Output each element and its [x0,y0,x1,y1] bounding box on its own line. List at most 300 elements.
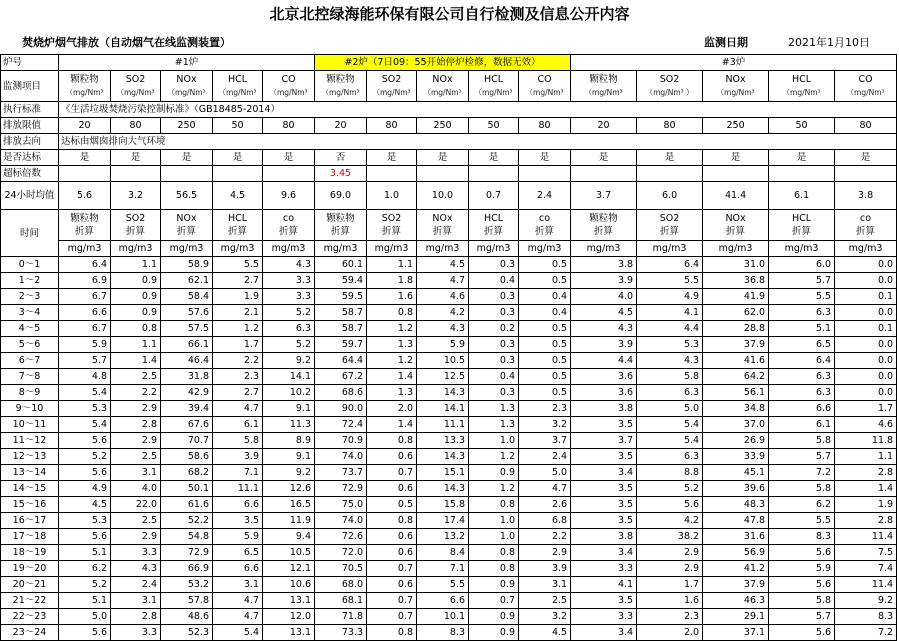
value-cell: 9.1 [263,449,315,465]
value-cell: 5.6 [59,625,111,641]
value-cell: 2.6 [519,497,571,513]
pollutant-header-f3-0 [571,71,637,102]
value-cell: 5.4 [637,433,703,449]
value-cell: 3.4 [571,625,637,641]
subtitle: 焚烧炉烟气排放（自动烟气在线监测装置） [22,36,231,49]
value-cell: 3.3 [571,561,637,577]
value-cell: 5.6 [769,545,835,561]
value-cell: 1.6 [637,593,703,609]
hourly-col-header [161,210,213,241]
value-cell: 10.6 [263,577,315,593]
table-row [1,289,897,305]
value-cell: 5.2 [263,337,315,353]
value-cell: 0.3 [469,353,519,369]
exceed-empty [367,166,417,182]
value-cell: 31.6 [703,529,769,545]
exceed-empty [469,166,519,182]
value-cell: 5.5 [213,257,263,273]
value-cell: 3.5 [571,481,637,497]
limit-value: 80 [835,118,897,134]
pollutant-unit: （mg/Nm³ [716,88,755,97]
value-cell: 6.3 [637,449,703,465]
average-value: 0.7 [469,182,519,210]
value-cell: 42.9 [161,385,213,401]
limit-row [1,118,897,134]
pollutant-header-f2-1 [367,71,417,102]
compliance-value: 是 [571,150,637,166]
value-cell: 4.7 [213,401,263,417]
value-cell: 4.7 [417,273,469,289]
value-cell: 3.5 [571,497,637,513]
value-cell: 5.0 [59,609,111,625]
hourly-col-name: co [282,213,295,224]
limit-value: 50 [769,118,835,134]
items-label: 监测项目 [1,71,59,102]
value-cell: 5.3 [59,401,111,417]
pollutant-unit: （mg/Nm³ [846,88,885,97]
destination-row [1,134,897,150]
value-cell: 2.5 [111,513,161,529]
value-cell: 4.6 [417,289,469,305]
value-cell: 1.0 [469,513,519,529]
value-cell: 5.6 [59,465,111,481]
value-cell: 1.4 [835,481,897,497]
hourly-col-conv: 折算 [535,226,555,237]
value-cell: 0.9 [111,273,161,289]
value-cell: 13.1 [263,593,315,609]
value-cell: 1.4 [367,417,417,433]
exceed-value: 3.45 [315,166,367,182]
pollutant-name: CO [858,74,873,85]
value-cell: 1.1 [367,257,417,273]
value-cell: 0.9 [111,305,161,321]
value-cell: 8.3 [417,625,469,641]
value-cell: 8.3 [769,529,835,545]
hourly-col-name: co [539,213,551,224]
pollutant-unit: （mg/Nm³ [423,88,462,97]
exceed-label: 超标倍数 [1,166,59,182]
value-cell: 2.0 [367,401,417,417]
pollutant-name: HCL [483,74,504,85]
value-cell: 3.6 [571,369,637,385]
value-cell: 5.2 [59,449,111,465]
value-cell: 3.5 [571,417,637,433]
value-cell: 2.9 [111,433,161,449]
value-cell: 60.1 [315,257,367,273]
value-cell: 37.1 [703,625,769,641]
exceed-empty [637,166,703,182]
value-cell: 67.6 [161,417,213,433]
value-cell: 0.3 [469,305,519,321]
value-cell: 5.5 [417,577,469,593]
limit-value: 250 [161,118,213,134]
hourly-col-name: SO2 [659,213,680,224]
value-cell: 5.2 [263,305,315,321]
value-cell: 59.4 [315,273,367,289]
value-cell: 11.8 [835,433,897,449]
hourly-col-conv: 折算 [381,226,401,237]
average-value: 41.4 [703,182,769,210]
value-cell: 14.1 [263,369,315,385]
value-cell: 2.9 [637,545,703,561]
limit-value: 80 [637,118,703,134]
value-cell: 4.3 [111,561,161,577]
value-cell: 1.2 [367,353,417,369]
table-row [1,305,897,321]
pollutant-unit: （mg/Nm³ [584,88,623,97]
average-value: 9.6 [263,182,315,210]
value-cell: 2.3 [213,369,263,385]
hourly-col-name: 颗粒物 [589,213,618,224]
pollutant-unit: （mg/Nm³ [372,88,411,97]
time-cell: 8～9 [1,385,59,401]
value-cell: 0.0 [835,353,897,369]
hourly-col-unit: mg/m3 [213,241,263,257]
value-cell: 2.5 [111,369,161,385]
limit-value: 250 [703,118,769,134]
value-cell: 5.6 [59,433,111,449]
compliance-row [1,150,897,166]
pollutant-unit: （mg/Nm³ [116,88,155,97]
value-cell: 48.6 [161,609,213,625]
value-cell: 10.5 [417,353,469,369]
hourly-col-unit: mg/m3 [315,241,367,257]
table-row [1,401,897,417]
exceed-empty [161,166,213,182]
hourly-col-header [637,210,703,241]
value-cell: 2.5 [519,593,571,609]
value-cell: 1.2 [469,481,519,497]
value-cell: 0.7 [367,609,417,625]
value-cell: 5.8 [769,433,835,449]
value-cell: 7.4 [835,561,897,577]
value-cell: 1.1 [835,449,897,465]
value-cell: 0.9 [469,465,519,481]
compliance-value: 是 [367,150,417,166]
value-cell: 5.2 [637,481,703,497]
value-cell: 3.1 [213,577,263,593]
compliance-value: 否 [315,150,367,166]
hourly-col-unit: mg/m3 [571,241,637,257]
value-cell: 1.7 [637,577,703,593]
hourly-col-name: HCL [227,213,248,224]
items-row [1,71,897,102]
value-cell: 3.7 [519,433,571,449]
hourly-col-name: SO2 [125,213,146,224]
value-cell: 0.4 [469,273,519,289]
value-cell: 5.7 [769,273,835,289]
value-cell: 3.9 [519,561,571,577]
hourly-col-conv: 折算 [74,226,94,237]
value-cell: 3.4 [571,465,637,481]
limit-value: 50 [213,118,263,134]
value-cell: 6.9 [59,273,111,289]
value-cell: 15.8 [417,497,469,513]
value-cell: 4.0 [111,481,161,497]
value-cell: 11.1 [213,481,263,497]
value-cell: 2.9 [519,545,571,561]
value-cell: 0.9 [469,577,519,593]
average-value: 2.4 [519,182,571,210]
value-cell: 9.2 [263,353,315,369]
value-cell: 3.5 [213,513,263,529]
hourly-col-header [417,210,469,241]
value-cell: 12.5 [417,369,469,385]
limit-value: 80 [111,118,161,134]
value-cell: 9.1 [263,401,315,417]
pollutant-unit: （mg/Nm³ ） [645,88,694,97]
compliant-label: 是否达标 [1,150,59,166]
hourly-col-header [111,210,161,241]
standard-row [1,102,897,118]
value-cell: 5.5 [637,273,703,289]
value-cell: 2.0 [637,625,703,641]
value-cell: 68.2 [161,465,213,481]
time-cell: 17～18 [1,529,59,545]
value-cell: 7.1 [213,465,263,481]
value-cell: 4.2 [417,305,469,321]
hourly-col-conv: 折算 [660,226,680,237]
value-cell: 0.9 [111,289,161,305]
value-cell: 6.0 [769,257,835,273]
value-cell: 6.6 [213,561,263,577]
value-cell: 74.0 [315,513,367,529]
time-cell: 11～12 [1,433,59,449]
value-cell: 7.2 [835,625,897,641]
value-cell: 3.2 [519,417,571,433]
value-cell: 11.4 [835,577,897,593]
average-value: 3.8 [835,182,897,210]
value-cell: 0.9 [469,609,519,625]
hourly-col-name: HCL [792,213,812,224]
hourly-col-header [769,210,835,241]
hourly-col-unit: mg/m3 [769,241,835,257]
value-cell: 47.8 [703,513,769,529]
furnace-no-label: 炉号 [1,55,59,71]
value-cell: 6.8 [519,513,571,529]
value-cell: 5.9 [769,561,835,577]
time-cell: 1～2 [1,273,59,289]
hourly-col-unit: mg/m3 [161,241,213,257]
time-cell: 9～10 [1,401,59,417]
value-cell: 50.1 [161,481,213,497]
avg24-label: 24小时均值 [1,182,59,210]
value-cell: 2.7 [213,273,263,289]
value-cell: 1.2 [213,321,263,337]
compliance-value: 是 [59,150,111,166]
hourly-col-conv: 折算 [726,226,746,237]
value-cell: 1.6 [367,289,417,305]
value-cell: 5.8 [637,369,703,385]
value-cell: 4.4 [637,321,703,337]
hourly-col-name: SO2 [381,213,402,224]
value-cell: 3.4 [571,545,637,561]
value-cell: 4.1 [571,577,637,593]
table-row [1,369,897,385]
value-cell: 5.7 [769,609,835,625]
time-cell: 16～17 [1,513,59,529]
compliance-value: 是 [835,150,897,166]
value-cell: 0.3 [469,337,519,353]
value-cell: 3.3 [263,289,315,305]
pollutant-name: NOx [432,74,453,85]
value-cell: 5.5 [769,513,835,529]
value-cell: 72.4 [315,417,367,433]
value-cell: 0.8 [469,545,519,561]
value-cell: 3.3 [111,625,161,641]
value-cell: 61.6 [161,497,213,513]
time-cell: 19～20 [1,561,59,577]
value-cell: 6.5 [213,545,263,561]
pollutant-unit: （mg/Nm³ [321,88,360,97]
value-cell: 56.1 [703,385,769,401]
value-cell: 3.3 [571,609,637,625]
time-cell: 5～6 [1,337,59,353]
value-cell: 4.8 [59,369,111,385]
limit-value: 20 [315,118,367,134]
hourly-col-header [213,210,263,241]
time-cell: 20～21 [1,577,59,593]
value-cell: 4.3 [417,321,469,337]
value-cell: 5.8 [213,433,263,449]
value-cell: 3.1 [519,577,571,593]
hourly-col-conv: 折算 [227,226,247,237]
value-cell: 7.5 [835,545,897,561]
value-cell: 6.3 [769,369,835,385]
hourly-col-header [703,210,769,241]
value-cell: 6.3 [769,305,835,321]
pollutant-name: 颗粒物 [589,74,618,85]
hourly-col-conv: 折算 [176,226,196,237]
value-cell: 59.5 [315,289,367,305]
hourly-col-unit: mg/m3 [637,241,703,257]
value-cell: 1.3 [469,417,519,433]
value-cell: 13.3 [417,433,469,449]
hourly-col-unit: mg/m3 [263,241,315,257]
pollutant-header-f3-4 [835,71,897,102]
value-cell: 4.7 [519,481,571,497]
value-cell: 1.1 [111,257,161,273]
value-cell: 6.6 [59,305,111,321]
table-row [1,561,897,577]
value-cell: 0.6 [367,577,417,593]
value-cell: 9.2 [263,465,315,481]
average-row [1,182,897,210]
date-label: 监测日期 [704,36,748,49]
average-value: 6.1 [769,182,835,210]
compliance-value: 是 [769,150,835,166]
table-row [1,545,897,561]
value-cell: 6.3 [769,385,835,401]
value-cell: 8.4 [417,545,469,561]
exceed-empty [59,166,111,182]
value-cell: 0.4 [519,289,571,305]
value-cell: 6.2 [59,561,111,577]
hourly-col-name: 颗粒物 [70,213,99,224]
hourly-header-row [1,210,897,241]
value-cell: 46.3 [703,593,769,609]
value-cell: 5.6 [637,497,703,513]
value-cell: 1.7 [213,337,263,353]
time-cell: 0～1 [1,257,59,273]
value-cell: 75.0 [315,497,367,513]
value-cell: 70.7 [161,433,213,449]
value-cell: 0.4 [519,305,571,321]
time-cell: 12～13 [1,449,59,465]
value-cell: 0.0 [835,305,897,321]
compliance-value: 是 [469,150,519,166]
value-cell: 2.3 [637,609,703,625]
value-cell: 0.3 [469,385,519,401]
value-cell: 2.9 [111,401,161,417]
value-cell: 68.0 [315,577,367,593]
value-cell: 14.3 [417,449,469,465]
table-row [1,529,897,545]
exceed-empty [263,166,315,182]
value-cell: 0.7 [469,593,519,609]
table-row [1,497,897,513]
time-cell: 22～23 [1,609,59,625]
standard-text: 《生活垃圾焚烧污染控制标准》（GB18485-2014） [59,102,897,118]
value-cell: 5.6 [59,529,111,545]
value-cell: 6.3 [263,321,315,337]
value-cell: 13.1 [263,625,315,641]
pollutant-header-f2-3 [469,71,519,102]
average-value: 4.5 [213,182,263,210]
compliance-value: 是 [703,150,769,166]
value-cell: 4.3 [263,257,315,273]
pollutant-name: SO2 [381,74,402,85]
time-cell: 14～15 [1,481,59,497]
value-cell: 2.8 [111,609,161,625]
value-cell: 58.9 [161,257,213,273]
pollutant-name: HCL [227,74,248,85]
pollutant-header-f2-0 [315,71,367,102]
value-cell: 11.9 [263,513,315,529]
value-cell: 31.0 [703,257,769,273]
value-cell: 64.4 [315,353,367,369]
value-cell: 5.3 [59,513,111,529]
value-cell: 1.9 [835,497,897,513]
value-cell: 6.2 [769,497,835,513]
value-cell: 6.4 [769,353,835,369]
time-cell: 13～14 [1,465,59,481]
time-label: 时间 [1,210,59,257]
value-cell: 3.3 [263,273,315,289]
value-cell: 0.4 [469,369,519,385]
value-cell: 0.5 [519,337,571,353]
value-cell: 71.8 [315,609,367,625]
value-cell: 10.5 [263,545,315,561]
value-cell: 37.9 [703,577,769,593]
value-cell: 6.1 [213,417,263,433]
value-cell: 6.6 [213,497,263,513]
pollutant-header-f1-4 [263,71,315,102]
limit-value: 80 [367,118,417,134]
value-cell: 57.8 [161,593,213,609]
value-cell: 4.6 [835,417,897,433]
value-cell: 0.8 [367,513,417,529]
value-cell: 6.4 [59,257,111,273]
hourly-col-conv: 折算 [483,226,503,237]
value-cell: 3.1 [111,593,161,609]
value-cell: 36.8 [703,273,769,289]
value-cell: 1.9 [213,289,263,305]
value-cell: 14.1 [417,401,469,417]
pollutant-header-f3-3 [769,71,835,102]
value-cell: 39.4 [161,401,213,417]
hourly-col-name: NOx [176,213,197,224]
